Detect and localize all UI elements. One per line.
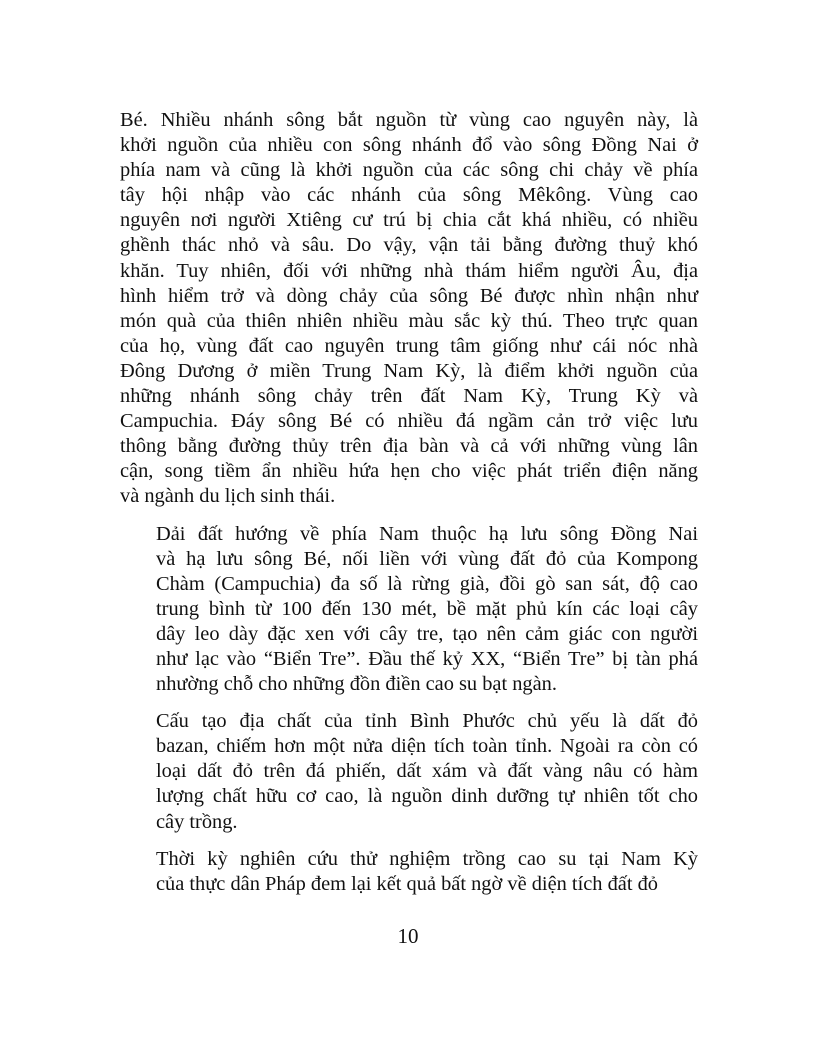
text-line: của họ, vùng đất cao nguyên trung tâm giống như cái nóc nhà <box>120 334 698 357</box>
text-line: khăn. Tuy nhiên, đối với những nhà thám hiểm người Âu, địa <box>120 259 698 282</box>
paragraph <box>120 847 698 897</box>
page-number: 10 <box>397 924 419 948</box>
text-line: thông bằng đường thủy trên địa bàn và cả với những vùng lân <box>120 435 698 458</box>
text-line: Campuchia. Đáy sông Bé có nhiều đá ngầm cản trở việc lưu <box>120 410 698 433</box>
text-line: Bé. Nhiều nhánh sông bắt nguồn từ vùng cao nguyên này, là <box>120 109 698 131</box>
text-line: Cấu tạo địa chất của tỉnh Bình Phước chủ yếu là dất đỏ <box>156 710 698 733</box>
text-line: lượng chất hữu cơ cao, là nguồn dinh dưỡng tự nhiên tốt cho <box>156 785 698 808</box>
text-line: như lạc vào “Biển Tre”. Đầu thế kỷ XX, “Biển Tre” bị tàn phá <box>156 647 698 670</box>
text-line: những nhánh sông chảy trên đất Nam Kỳ, Trung Kỳ và <box>120 385 698 408</box>
text-line: loại dất đỏ trên đá phiến, dất xám và đất vàng nâu có hàm <box>156 760 698 783</box>
text-line: của thực dân Pháp đem lại kết quả bất ngờ về diện tích đất đỏ <box>156 872 658 895</box>
text-line: ghềnh thác nhỏ và sâu. Do vậy, vận tải bằng đường thuỷ khó <box>120 234 698 257</box>
paragraph <box>120 108 698 510</box>
text-line: và ngành du lịch sinh thái. <box>120 485 336 508</box>
text-line: dây leo dày đặc xen với cây tre, tạo nên cảm giác con người <box>156 622 698 645</box>
text-line: Dải đất hướng về phía Nam thuộc hạ lưu sông Đồng Nai <box>156 522 698 545</box>
body-text <box>120 108 698 897</box>
text-line: Chàm (Campuchia) đa số là rừng già, đồi gò san sát, độ cao <box>156 572 698 595</box>
text-line: tây hội nhập vào các nhánh của sông Mêkông. Vùng cao <box>120 184 698 207</box>
text-line: cây trồng. <box>156 810 238 833</box>
text-line: và hạ lưu sông Bé, nối liền với vùng đất đỏ của Kompong <box>156 547 698 570</box>
text-line: phía nam và cũng là khởi nguồn của các sông chi chảy về phía <box>120 159 698 182</box>
text-line: món quà của thiên nhiên nhiều màu sắc kỳ thú. Theo trực quan <box>120 309 698 332</box>
text-line: Thời kỳ nghiên cứu thử nghiệm trồng cao su tại Nam Kỳ <box>156 847 698 870</box>
text-line: hình hiểm trở và dòng chảy của sông Bé được nhìn nhận như <box>120 284 698 307</box>
text-line: nguyên nơi người Xtiêng cư trú bị chia cắt khá nhiều, có nhiều <box>120 209 698 232</box>
text-line: Đông Dương ở miền Trung Nam Kỳ, là điểm khởi nguồn của <box>120 359 698 382</box>
paragraph <box>120 522 698 698</box>
text-line: trung bình từ 100 đến 130 mét, bề mặt phủ kín các loại cây <box>156 597 698 620</box>
text-line: cận, song tiềm ẩn nhiều hứa hẹn cho việc phát triển điện năng <box>120 460 698 483</box>
text-line: nhường chỗ cho những đồn điền cao su bạt ngàn. <box>156 673 557 696</box>
text-line: bazan, chiếm hơn một nửa diện tích toàn tỉnh. Ngoài ra còn có <box>156 735 698 758</box>
text-line: khởi nguồn của nhiều con sông nhánh đổ vào sông Đồng Nai ở <box>120 134 698 157</box>
paragraph <box>120 709 698 834</box>
